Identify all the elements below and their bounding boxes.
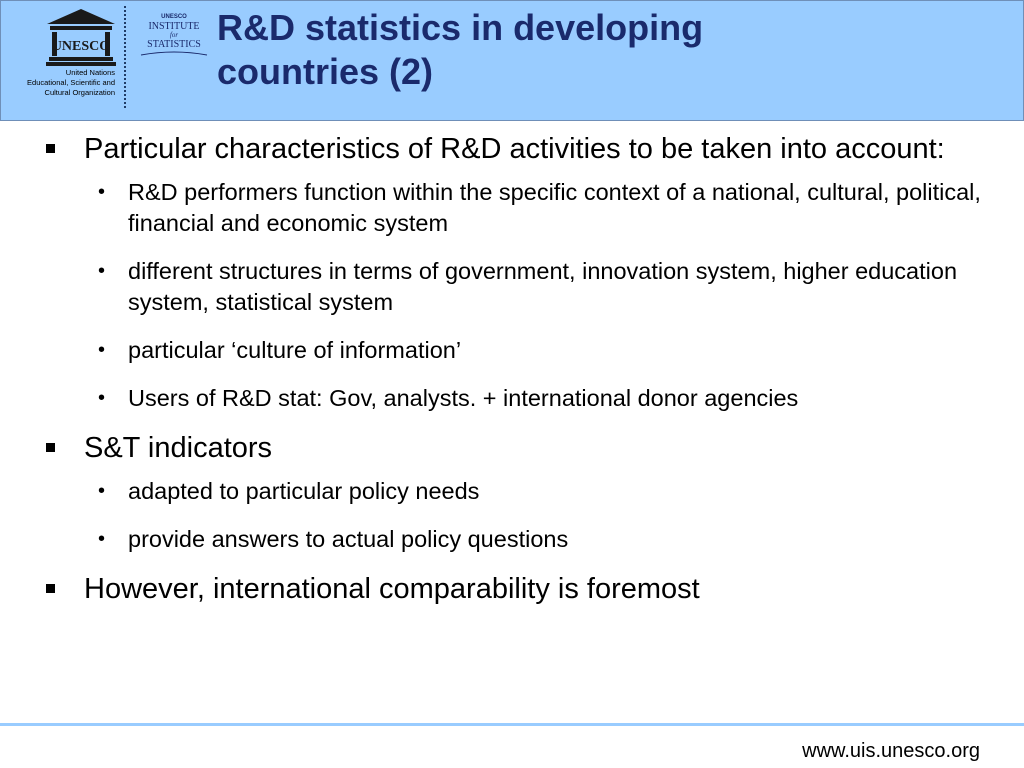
sub-bullet-item [0,335,988,366]
sub-bullet-text: Users of R&D stat: Gov, analysts. + international donor agencies [128,385,799,411]
sub-bullet-text: particular ‘culture of information’ [128,337,462,363]
uis-logo-icon [137,11,211,61]
uis-logo-line-3: for [169,31,179,39]
square-bullet-icon [46,144,55,153]
square-bullet-icon [46,443,55,452]
square-bullet-icon [46,584,55,593]
dot-bullet-icon: • [98,387,106,409]
slide-title [217,6,1007,94]
unesco-logo-text: UNESCO [51,39,111,54]
sub-bullet-text: R&D performers function within the specific context of a national, cultural, political, financial and economic system [128,179,981,236]
sub-bullet-item [0,524,988,555]
dot-bullet-icon: • [98,339,106,361]
bullet-item [0,572,984,607]
slide-body [0,132,1024,617]
uis-logo-line-4: STATISTICS [147,39,201,50]
bullet-item [0,132,984,167]
footer-rule [0,723,1024,726]
uis-logo-line-1: UNESCO [161,14,187,20]
sub-bullet-text: different structures in terms of government, innovation system, higher education system, statistical system [128,258,958,315]
bullet-text: However, international comparability is foremost [84,573,700,605]
dot-bullet-icon: • [98,260,106,282]
sub-bullet-text: adapted to particular policy needs [128,478,480,504]
sub-bullet-item [0,476,988,507]
dot-bullet-icon: • [98,181,106,203]
sub-bullet-item [0,177,988,239]
dot-bullet-icon: • [98,528,106,550]
title-line-2: countries (2) [217,51,434,92]
unesco-logo-icon [41,7,121,67]
organization-name [9,68,115,98]
bullet-text: Particular characteristics of R&D activities to be taken into account: [84,133,945,165]
title-line-1: R&D statistics in developing [217,7,704,48]
slide-header [0,0,1024,121]
footer-url[interactable]: www.uis.unesco.org [802,740,980,762]
header-separator [124,6,126,108]
bullet-item [0,431,984,466]
sub-bullet-item [0,383,988,414]
sub-bullet-text: provide answers to actual policy questions [128,526,569,552]
org-line-1: United Nations [65,68,115,77]
uis-logo-line-2: INSTITUTE [148,21,200,32]
org-line-3: Cultural Organization [44,88,115,97]
dot-bullet-icon: • [98,480,106,502]
sub-bullet-item [0,256,988,318]
org-line-2: Educational, Scientific and [27,78,115,87]
bullet-text: S&T indicators [84,432,273,464]
